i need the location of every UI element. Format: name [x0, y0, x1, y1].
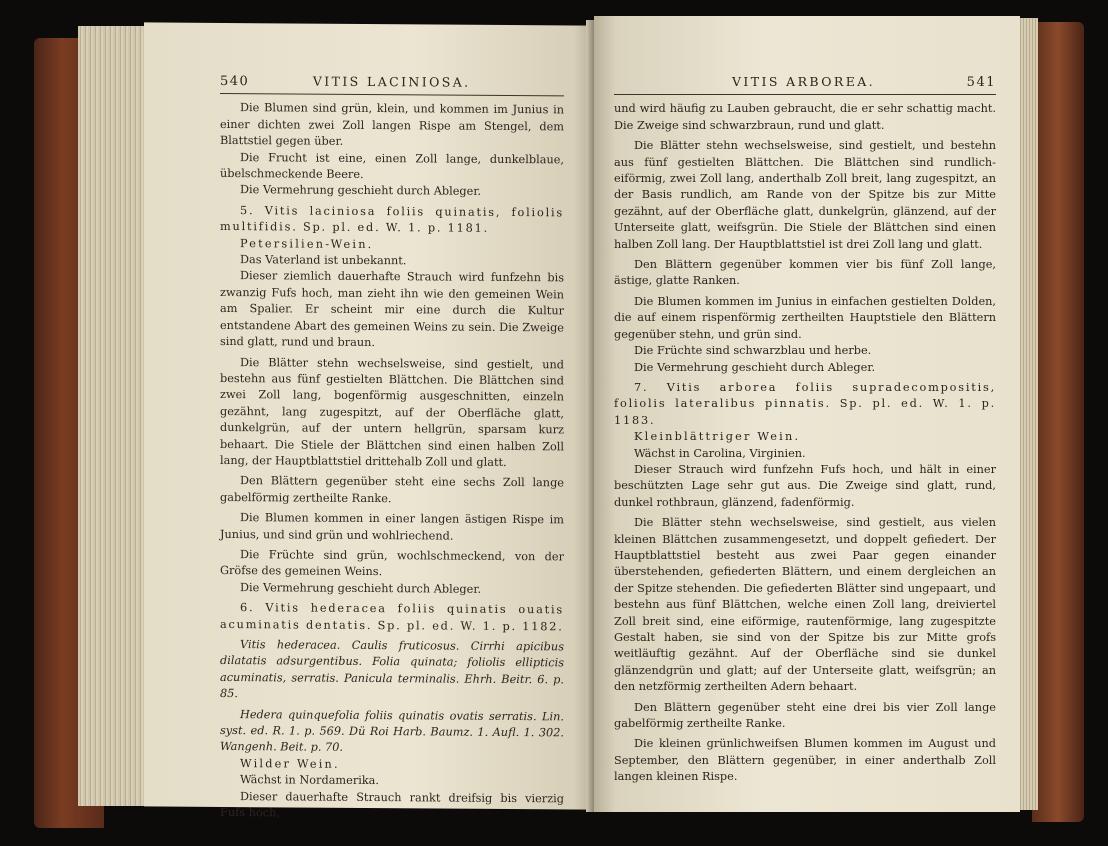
paragraph: Wächst in Nordamerika. — [240, 773, 380, 788]
paragraph: Die Blätter stehn wechselsweise, sind gestielt, aus vielen kleinen Blättchen zusammengesetzt, und doppelt gefiedert. Der Hauptblattstiel besteht aus zwei Paar gegen einander überstehenden, gefiederten Blättern, und einem dergleichen an der Spitze stehenden. Die gefiederten Blätter sind ungepaart, und bestehn aus fünf Blättchen, welche einen Zoll lang, dreiviertel Zoll breit sind, eine eiförmige, rautenförmige, lang zugespitzte Gestalt haben, sie sind von der Spitze bis zur Mitte grofs weitläuftig gezähnt. Auf der Oberfläche sind sie dunkel glänzendgrün und glatt; auf der Unterseite glatt, weifsgrün; an den netzförmig zertheilten Adern behaart. — [614, 516, 996, 694]
paragraph: Die kleinen grünlichweifsen Blumen kommen im August und September, den Blättern gegenüber, in einer anderthalb Zoll langen kleinen Rispe. — [614, 737, 996, 784]
paragraph: Die Blätter stehn wechselsweise, sind gestielt, und bestehn aus fünf gestielten Blättchen. Die Blättchen sind zwei Zoll lang, bogenförmig ausgeschnitten, einzeln gezähnt, lang zugespitzt, auf der Oberfläche glatt, dunkelgrün, auf der untern hellgrün, sparsam kurz behaart. Die Stiele der Blättchen sind einen halben Zoll lang, der Hauptblattstiel drittehalb Zoll und glatt. — [220, 355, 564, 469]
paragraph: Die Frucht ist eine, einen Zoll lange, dunkelblaue, übelschmeckende Beere. — [220, 150, 564, 182]
paragraph: Die Früchte sind schwarzblau und herbe. — [634, 344, 872, 358]
latin-description: Vitis hederacea. Caulis fruticosus. Cirrhi apicibus dilatatis adsurgentibus. Folia quinata; foliolis ellipticis acuminatis, serratis. Panicula terminalis. Ehrh. Beitr. 6. p. 85. — [220, 638, 564, 701]
synonym: Hedera quinquefolia foliis quinatis ovatis serratis. Lin. syst. ed. R. 1. p. 569. Dü Roi Harb. Baumz. 1. Aufl. 1. 302. Wangenh. Beit. p. 70. — [220, 707, 564, 755]
common-name: Kleinblättriger Wein. — [634, 430, 801, 444]
paragraph: Den Blättern gegenüber steht eine drei bis vier Zoll lange gabelförmig zertheilte Ranke. — [614, 700, 996, 731]
paragraph: Dieser ziemlich dauerhafte Strauch wird funfzehn bis zwanzig Fufs hoch, man zieht ihn wie den gemeinen Wein am Spalier. Er scheint mir eine durch die Kultur entstandene Abart des gemeinen Weins zu sein. Die Zweige sind glatt, rund und braun. — [220, 269, 564, 350]
paragraph: Die Vermehrung geschieht durch Ableger. — [240, 183, 482, 199]
paragraph: Die Blumen kommen in einer langen ästigen Rispe im Junius, und sind grün und wohlriechend. — [220, 511, 564, 543]
paragraph: Dieser dauerhafte Strauch rankt dreifsig bis vierzig Fufs hoch, — [220, 789, 564, 820]
paragraph: Dieser Strauch wird funfzehn Fufs hoch, und hält in einer beschützten Lage sehr gut aus. Die Zweige sind glatt, rund, dunkel rothbraun, glänzend, fadenförmig. — [614, 462, 996, 509]
paragraph: Die Blumen kommen im Junius in einfachen gestielten Dolden, die auf einem rispenförmig zertheilten Hauptstiele den Blättern gegenüber stehn, und grün sind. — [614, 294, 996, 341]
paragraph: Die Früchte sind grün, wochlschmeckend, von der Gröfse des gemeinen Weins. — [220, 548, 564, 579]
paragraph: Den Blättern gegenüber steht eine sechs Zoll lange gabelförmig zertheilte Ranke. — [220, 474, 564, 505]
paragraph: Die Vermehrung geschieht durch Ableger. — [240, 580, 482, 596]
paragraph: und wird häufig zu Lauben gebraucht, die er sehr schattig macht. Die Zweige sind schwarzbraun, rund und glatt. — [614, 102, 996, 132]
right-page-content — [614, 74, 996, 786]
common-name: Wilder Wein. — [240, 756, 340, 771]
paragraph: Das Vaterland ist unbekannt. — [240, 253, 407, 268]
species-heading: 6. Vitis hederacea foliis quinatis ouatis acuminatis dentatis. Sp. pl. ed. W. 1. p. 1182. — [220, 601, 564, 633]
left-page-edges — [78, 26, 150, 806]
left-page-content — [220, 73, 564, 824]
common-name: Petersilien-Wein. — [240, 236, 374, 251]
right-page-edges — [1018, 18, 1038, 810]
paragraph: Die Blätter stehn wechselsweise, sind gestielt, und bestehn aus fünf gestielten Blättchen. Die Blättchen sind rundlich-eiförmig, zwei Zoll lang, anderthalb Zoll breit, lang zugespitzt, an der Basis rundlich, am Rande von der Spitze bis zur Mitte gezähnt, auf der Oberfläche glatt, dunkelgrün, glänzend, auf der Unterseite glatt, weifsgrün. Die Stiele der Blättchen sind einen halben Zoll lang. Der Hauptblattstiel ist drei Zoll lang und glatt. — [614, 139, 996, 251]
paragraph: Die Vermehrung geschieht durch Ableger. — [634, 360, 876, 374]
page-number: 540 — [220, 73, 250, 90]
species-heading: 5. Vitis laciniosa foliis quinatis, foliolis multifidis. Sp. pl. ed. W. 1. p. 1181. — [220, 203, 564, 236]
species-heading: 7. Vitis arborea foliis supradecompositis, foliolis lateralibus pinnatis. Sp. pl. ed. W. 1. p. 1183. — [614, 380, 996, 427]
paragraph: Wächst in Carolina, Virginien. — [634, 446, 806, 460]
right-page-header — [614, 74, 996, 95]
running-title: VITIS LACINIOSA. — [312, 73, 471, 90]
paragraph: Den Blättern gegenüber kommen vier bis fünf Zoll lange, ästige, glatte Ranken. — [614, 258, 996, 288]
left-page-header — [220, 73, 564, 97]
running-title: VITIS ARBOREA. — [732, 74, 876, 89]
right-page — [594, 16, 1020, 812]
right-cover — [1032, 22, 1084, 822]
paragraph: Die Blumen sind grün, klein, und kommen im Junius in einer dichten zwei Zoll langen Rispe am Stengel, dem Blattstiel gegen über. — [220, 101, 564, 149]
left-page — [144, 22, 592, 820]
page-number: 541 — [966, 75, 996, 90]
